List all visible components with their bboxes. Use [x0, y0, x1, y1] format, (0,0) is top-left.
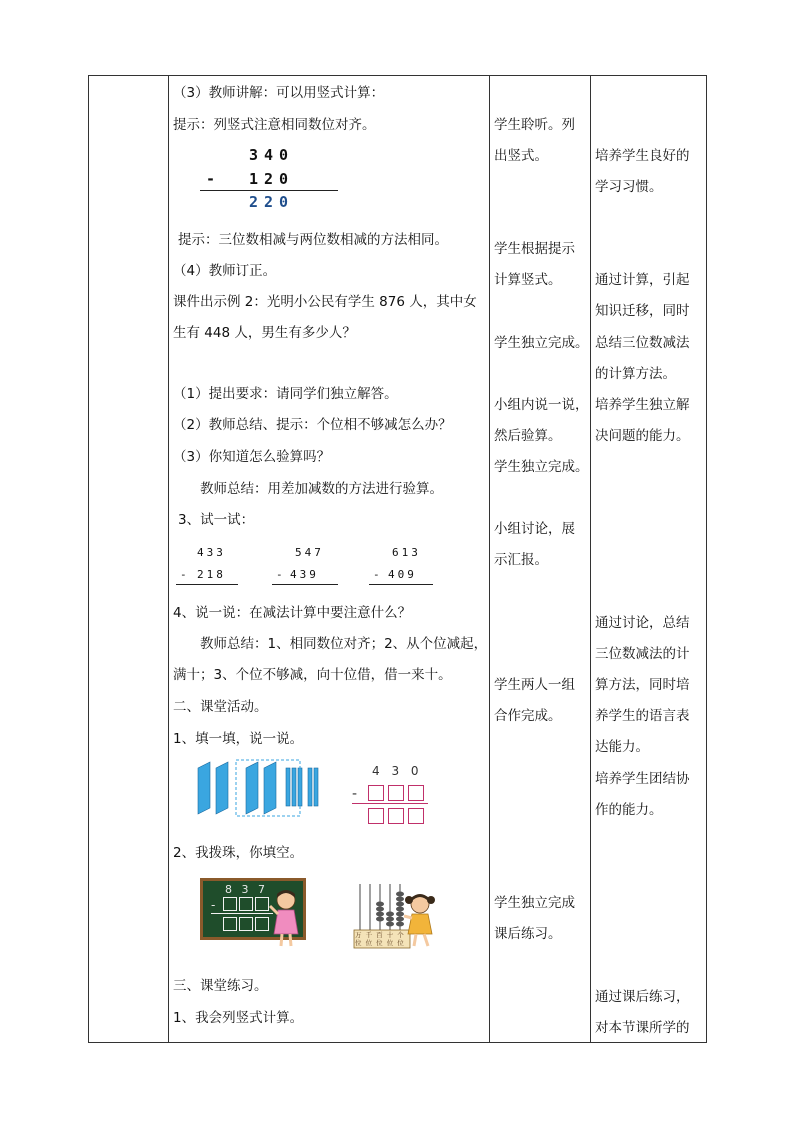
student-activity-text: 课后练习。 — [494, 926, 562, 942]
design-intent-text: 通过计算，引起 — [595, 272, 690, 288]
minus-sign: - — [211, 898, 216, 912]
design-intent-text: 通过课后练习， — [595, 989, 690, 1005]
calc-underline — [176, 584, 238, 585]
answer-box — [223, 917, 237, 931]
minuend-digits: 4 3 0 — [372, 764, 423, 778]
student-activity-text: 学生独立完成。 — [494, 335, 589, 351]
minus-sign: - — [206, 170, 222, 188]
student-activity-text: 学生两人一组 — [494, 677, 575, 693]
student-activity-text: 学生根据提示 — [494, 241, 575, 257]
design-intent-text: 作的能力。 — [595, 802, 663, 818]
student-activity-text: 小组讨论，展 — [494, 521, 575, 537]
design-intent-text: 对本节课所学的 — [595, 1020, 690, 1036]
answer-box — [255, 917, 269, 931]
student-activity-text: 小组内说一说， — [494, 397, 589, 413]
design-intent-text: 总结三位数减法 — [595, 335, 690, 351]
calc-underline — [272, 584, 338, 585]
design-intent-text: 培养学生良好的 — [595, 148, 690, 164]
design-intent-text: 培养学生团结协 — [595, 771, 690, 787]
text-line: （1）提出要求：请同学们独立解答。 — [173, 386, 398, 402]
difference: 220 — [249, 193, 295, 211]
design-intent-text: 的计算方法。 — [595, 366, 676, 382]
minus-sign: - — [180, 568, 190, 581]
subtrahend: 409 — [388, 568, 417, 581]
answer-box — [368, 808, 384, 824]
column-divider — [590, 76, 591, 1042]
design-intent-text: 学习习惯。 — [595, 179, 663, 195]
text-line: （4）教师订正。 — [173, 263, 277, 279]
text-line: 4、说一说：在减法计算中要注意什么？ — [173, 605, 412, 621]
student-activity-text: 出竖式。 — [494, 148, 548, 164]
answer-box — [255, 897, 269, 911]
text-line: 1、我会列竖式计算。 — [173, 1010, 304, 1026]
calc-underline — [352, 803, 428, 804]
text-line: （3）你知道怎么验算吗？ — [173, 449, 331, 465]
text-line: 2、我拨珠，你填空。 — [173, 845, 304, 861]
girl-student-illustration — [404, 892, 440, 950]
minus-sign: - — [352, 786, 358, 802]
minuend: 433 — [197, 546, 226, 559]
text-line: 满十；3、个位不够减，向十位借，借一来十。 — [173, 667, 452, 683]
place-value-blocks-figure — [190, 758, 320, 818]
student-activity-text: 然后验算。 — [494, 428, 562, 444]
answer-box — [388, 785, 404, 801]
answer-box — [223, 897, 237, 911]
student-activity-text: 合作完成。 — [494, 708, 562, 724]
text-line: 提示：列竖式注意相同数位对齐。 — [173, 117, 376, 133]
subtrahend: 439 — [290, 568, 319, 581]
text-line: 1、填一填，说一说。 — [173, 731, 304, 747]
design-intent-text: 决问题的能力。 — [595, 428, 690, 444]
text-line: （3）教师讲解：可以用竖式计算： — [173, 85, 385, 101]
student-activity-text: 学生独立完成 — [494, 895, 575, 911]
text-line: 课件出示例 2：光明小公民有学生 876 人，其中女 — [173, 294, 477, 310]
text-line: 3、试一试： — [178, 512, 255, 528]
design-intent-text: 通过讨论，总结 — [595, 615, 690, 631]
calc-underline — [369, 584, 433, 585]
minuend: 613 — [392, 546, 421, 559]
design-intent-text: 三位数减法的计 — [595, 646, 690, 662]
answer-box — [239, 897, 253, 911]
answer-box — [368, 785, 384, 801]
student-activity-text: 学生独立完成。 — [494, 459, 589, 475]
text-line: 二、课堂活动。 — [173, 699, 268, 715]
student-activity-text: 学生聆听。列 — [494, 117, 575, 133]
answer-box — [408, 808, 424, 824]
design-intent-text: 算方法，同时培 — [595, 677, 690, 693]
minuend: 547 — [295, 546, 324, 559]
subtrahend: 120 — [249, 170, 295, 188]
student-activity-text: 示汇报。 — [494, 552, 548, 568]
text-line: 三、课堂练习。 — [173, 978, 268, 994]
column-divider — [489, 76, 490, 1042]
board-underline — [211, 913, 273, 914]
answer-box — [388, 808, 404, 824]
design-intent-text: 达能力。 — [595, 739, 649, 755]
answer-box — [408, 785, 424, 801]
abacus-place-labels: 万 千 百 十 个 位 位 位 位 位 — [355, 931, 405, 947]
minus-sign: - — [373, 568, 383, 581]
answer-box — [239, 917, 253, 931]
girl-teacher-illustration — [268, 888, 304, 950]
design-intent-text: 知识迁移，同时 — [595, 303, 690, 319]
column-divider — [168, 76, 169, 1042]
minus-sign: - — [276, 568, 286, 581]
calc-underline — [200, 190, 338, 191]
board-digits: 8 3 7 — [225, 883, 268, 896]
text-line: 提示：三位数相减与两位数相减的方法相同。 — [178, 232, 448, 248]
student-activity-text: 计算竖式。 — [494, 272, 562, 288]
text-line: 教师总结：1、相同数位对齐；2、从个位减起， — [200, 636, 488, 652]
text-line: 生有 448 人，男生有多少人？ — [173, 325, 356, 341]
design-intent-text: 培养学生独立解 — [595, 397, 690, 413]
text-line: （2）教师总结、提示：个位相不够减怎么办？ — [173, 417, 452, 433]
design-intent-text: 养学生的语言表 — [595, 708, 690, 724]
text-line: 教师总结：用差加减数的方法进行验算。 — [200, 481, 443, 497]
minuend: 340 — [249, 146, 295, 164]
subtrahend: 218 — [197, 568, 226, 581]
